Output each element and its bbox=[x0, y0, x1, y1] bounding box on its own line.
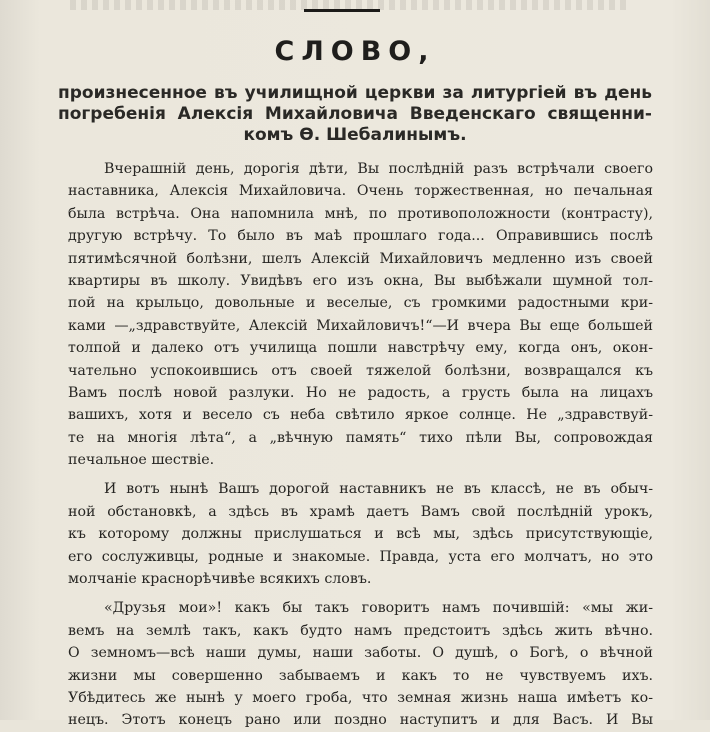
text-line: О земномъ—всѣ наши думы, наши заботы. О душѣ, о Богѣ, о вѣчной bbox=[68, 645, 653, 662]
subtitle-line: погребенія Алексія Михайловича Введенскаго священни- bbox=[58, 104, 652, 124]
text-line: Вамъ послѣ новой разлуки. Но не радость, а грусть была на лицахъ bbox=[68, 384, 653, 401]
page-subtitle bbox=[58, 83, 652, 146]
text-line: вемъ на землѣ такъ, какъ будто намъ предстоитъ здѣсь жить вѣчно. bbox=[68, 622, 653, 639]
text-line: «Друзья мои»! какъ бы такъ говоритъ намъ почившій: «мы жи- bbox=[104, 600, 653, 617]
text-line: ной обстановкѣ, а здѣсь въ храмѣ даетъ Вамъ свой послѣдній урокъ, bbox=[68, 503, 653, 520]
paragraph-gap bbox=[68, 471, 653, 478]
paragraph bbox=[68, 158, 653, 471]
header-rule bbox=[304, 9, 380, 12]
paragraph bbox=[68, 597, 653, 731]
text-line: другую встрѣчу. То было въ маѣ прошлаго года... Оправившись послѣ bbox=[68, 228, 653, 245]
text-line: Вчерашній день, дорогія дѣти, Вы послѣдній разъ встрѣчали своего bbox=[104, 161, 653, 177]
text-line: къ которому должны прислушаться и всѣ мы, здѣсь присутствующіе, bbox=[68, 526, 653, 543]
text-line: нецъ. Этотъ конецъ рано или поздно наступитъ и для Васъ. И Вы bbox=[68, 712, 653, 729]
text-line: вашихъ, хотя и весело съ неба свѣтило яркое солнце. Не „здравствуй- bbox=[68, 407, 653, 424]
paragraph-gap bbox=[68, 590, 653, 597]
text-line: те на многія лѣта“, а „вѣчную память“ тихо пѣли Вы, сопровождая bbox=[68, 429, 653, 446]
paragraph bbox=[68, 478, 653, 590]
subtitle-line: комъ Ѳ. Шебалинымъ. bbox=[243, 125, 467, 145]
text-line: пой на крыльцо, довольные и веселые, съ громкими радостными кри- bbox=[68, 295, 653, 312]
sermon-text bbox=[68, 158, 653, 732]
text-line: ками —„здравствуйте, Алексій Михайловичъ!“—И вчера Вы еще большей bbox=[68, 317, 653, 334]
text-line: квартиры въ школу. Увидѣвъ его изъ окна, Вы выбѣжали шумной тол- bbox=[68, 272, 653, 289]
text-line: жизни мы совершенно забываемъ и какъ то не чувствуемъ ихъ. bbox=[68, 667, 653, 684]
text-line: была встрѣча. Она напомнила мнѣ, по противоположности (контрасту), bbox=[68, 205, 653, 222]
text-line: пятимѣсячной болѣзни, шелъ Алексій Михайловичъ медленно изъ своей bbox=[68, 250, 653, 267]
text-line: толпой и далеко отъ училища пошли навстрѣчу ему, когда онъ, окон- bbox=[68, 340, 653, 357]
text-line: наставника, Алексія Михайловича. Очень торжественная, но печальная bbox=[68, 183, 653, 200]
text-line: чательно успокоившись отъ своей тяжелой болѣзни, возвращался къ bbox=[68, 362, 653, 379]
page-title: СЛОВО, bbox=[274, 36, 436, 67]
text-line: его сослуживцы, родные и знакомые. Правда, уста его молчатъ, но это bbox=[68, 548, 653, 565]
text-line: И вотъ нынѣ Вашъ дорогой наставникъ не въ классѣ, не въ обыч- bbox=[104, 481, 653, 498]
text-line: молчаніе краснорѣчивѣе всякихъ словъ. bbox=[68, 571, 372, 588]
text-line: печальное шествіе. bbox=[68, 452, 215, 469]
text-line: Убѣдитесь же нынѣ у моего гроба, что земная жизнь наша имѣетъ ко- bbox=[68, 689, 653, 706]
subtitle-line: произнесенное въ училищной церкви за литургіей въ день bbox=[58, 83, 652, 103]
